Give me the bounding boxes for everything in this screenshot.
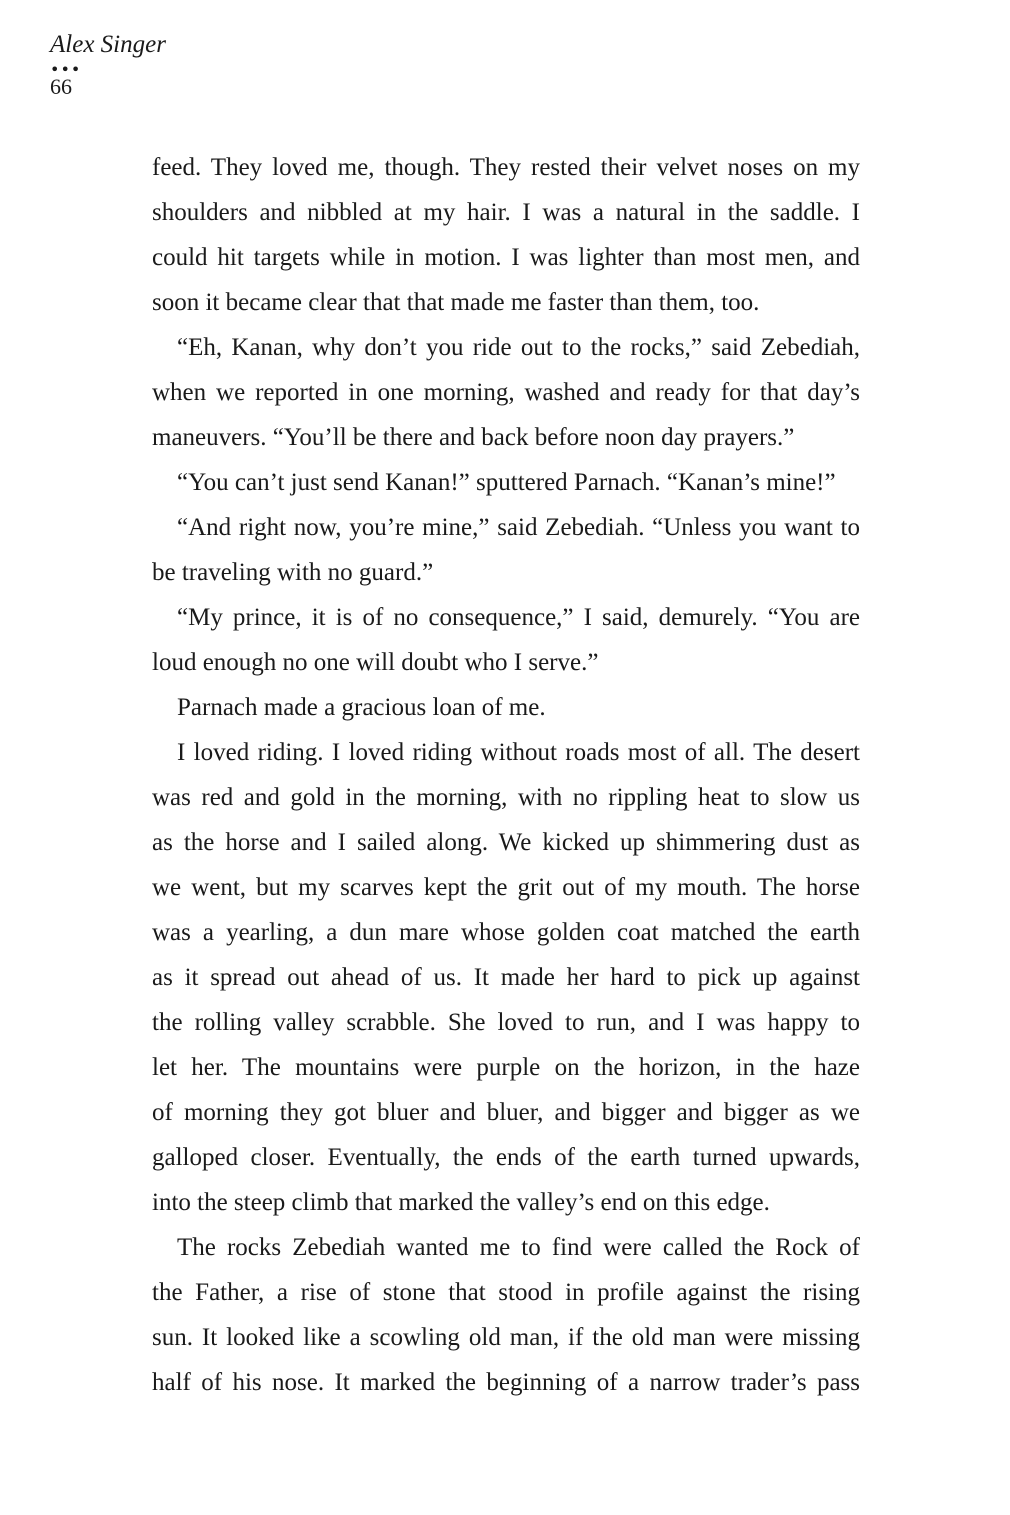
text-line: feed. They loved me, though. They rested their velvet noses on my (152, 154, 860, 181)
text-line: maneuvers. “You’ll be there and back before noon day prayers.” (152, 424, 795, 451)
text-line: “And right now, you’re mine,” said Zebediah. “Unless you want to (177, 514, 860, 541)
text-line: “Eh, Kanan, why don’t you ride out to the rocks,” said Zebediah, (177, 334, 860, 361)
running-header (50, 30, 166, 98)
text-line: was a yearling, a dun mare whose golden coat matched the earth (152, 919, 860, 946)
text-line: “My prince, it is of no consequence,” I said, demurely. “You are (177, 604, 860, 631)
text-line: when we reported in one morning, washed and ready for that day’s (152, 379, 860, 406)
body-text (152, 145, 860, 1405)
text-line: as it spread out ahead of us. It made her hard to pick up against (152, 964, 860, 991)
text-line: half of his nose. It marked the beginning of a narrow trader’s pass (152, 1369, 860, 1396)
text-line: let her. The mountains were purple on the horizon, in the haze (152, 1054, 860, 1081)
text-line: could hit targets while in motion. I was lighter than most men, and (152, 244, 860, 271)
text-line: shoulders and nibbled at my hair. I was a natural in the saddle. I (152, 199, 860, 226)
text-line: as the horse and I sailed along. We kicked up shimmering dust as (152, 829, 860, 856)
text-line: we went, but my scarves kept the grit out of my mouth. The horse (152, 874, 860, 901)
text-line: of morning they got bluer and bluer, and bigger and bigger as we (152, 1099, 860, 1126)
page-number: 66 (50, 74, 72, 99)
text-line: Parnach made a gracious loan of me. (177, 694, 546, 721)
text-line: “You can’t just send Kanan!” sputtered Parnach. “Kanan’s mine!” (177, 469, 836, 496)
ornament-dots: ••• (50, 60, 82, 79)
text-line: was red and gold in the morning, with no rippling heat to slow us (152, 784, 860, 811)
text-line: be traveling with no guard.” (152, 559, 434, 586)
author-name: Alex Singer (50, 31, 166, 58)
text-line: The rocks Zebediah wanted me to find were called the Rock of (177, 1234, 860, 1261)
text-line: loud enough no one will doubt who I serve.” (152, 649, 599, 676)
text-line: into the steep climb that marked the valley’s end on this edge. (152, 1189, 770, 1216)
text-line: soon it became clear that that made me faster than them, too. (152, 289, 760, 316)
text-line: sun. It looked like a scowling old man, if the old man were missing (152, 1324, 860, 1351)
text-line: the rolling valley scrabble. She loved to run, and I was happy to (152, 1009, 860, 1036)
text-line: I loved riding. I loved riding without roads most of all. The desert (177, 739, 860, 766)
text-line: the Father, a rise of stone that stood in profile against the rising (152, 1279, 860, 1306)
text-line: galloped closer. Eventually, the ends of the earth turned upwards, (152, 1144, 860, 1171)
